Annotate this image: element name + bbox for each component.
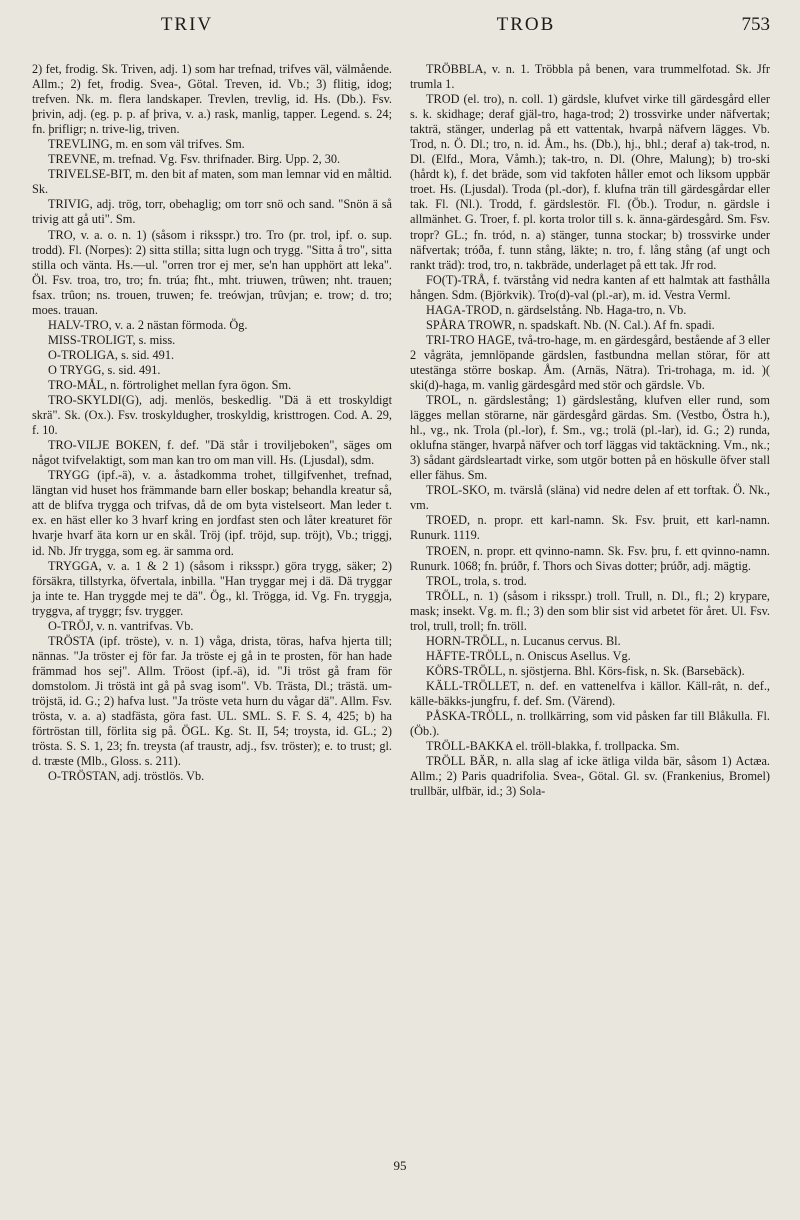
entry-paragraph: TRÖLL BÄR, n. alla slag af icke ätliga vilda bär, såsom 1) Actæa. Allm.; 2) Paris quadrifolia. Svea-, Götal. Gl. sv. (Frankenius, Bromel) trullbär, ulfbär, id.; 3) Sola- xyxy=(410,754,770,799)
entry-paragraph: TREVLING, m. en som väl trifves. Sm. xyxy=(48,137,245,152)
entry-paragraph: TRO-MÅL, n. förtrolighet mellan fyra ögon. Sm. xyxy=(48,377,292,392)
entry-paragraph: O TRYGG, s. sid. 491. xyxy=(48,362,161,377)
entry-paragraph: MISS-TROLIGT, s. miss. xyxy=(48,332,176,347)
entry-paragraph: TRI-TRO HAGE, två-tro-hage, m. en gärdesgård, bestående af 3 eller 2 vågräta, jemnlöpande gärdslen, fastbundna mellan störar, för att utestänga större boskap. Åm. (Arnäs, Nätra). Tri-trohaga, m. id. )( ski(d)-haga, m. vanlig gärdesgård med stör och gärdsle. Vb. xyxy=(410,332,770,392)
entry-paragraph: O-TROLIGA, s. sid. 491. xyxy=(48,347,175,362)
entry-paragraph: TROL, trola, s. trod. xyxy=(426,573,527,588)
header-left-catchword: TRIV xyxy=(160,14,214,35)
signature-mark: 95 xyxy=(393,1158,407,1173)
entry-paragraph: KÖRS-TRÖLL, n. sjöstjerna. Bhl. Körs-fisk, n. Sk. (Barsebäck). xyxy=(426,663,745,678)
entry-paragraph: TRIVIG, adj. trög, torr, obehaglig; om torr snö och sand. "Snön ä så trivig att gå uti". Sm. xyxy=(32,197,392,227)
entry-paragraph: TROL, n. gärdslestång; 1) gärdslestång, klufven eller rund, som lägges mellan störarne, när gärdesgård gärdas. Sm. (Vestbo, Östra h.), hl., vg., nk. Trola (pl.-lor), f. Sm., vg.; trolä (pl.-lar), id. G.; 2) runda, oklufna stänger, hvarpå näfver och torf läggas vid taktäckning. Vm., nk.; 3) sådant gärdsleartadt virke, som utgör botten på en höskulle öfver stall eller fähus. Sm. xyxy=(410,393,770,483)
running-header xyxy=(32,14,770,62)
left-column xyxy=(32,62,392,799)
entry-paragraph: HALV-TRO, v. a. 2 nästan förmoda. Ög. xyxy=(48,317,248,332)
entry-paragraph: HÄFTE-TRÖLL, n. Oniscus Asellus. Vg. xyxy=(426,648,631,663)
entry-paragraph: KÄLL-TRÖLLET, n. def. en vattenelfva i källor. Käll-rât, n. def., källe-bäkks-jungfru, f. def. Sm. (Värend). xyxy=(410,678,770,708)
entry-paragraph: TRO-VILJE BOKEN, f. def. "Dä står i troviljeboken", säges om något tvifvelaktigt, som man kan tro om man vill. Hs. (Ljusdal), sdm. xyxy=(32,438,392,468)
entry-paragraph: TRIVELSE-BIT, m. den bit af maten, som man lemnar vid en måltid. Sk. xyxy=(32,167,392,197)
entry-paragraph: TROL-SKO, m. tvärslå (släna) vid nedre delen af ett torftak. Ö. Nk., vm. xyxy=(410,483,770,513)
entry-paragraph: 2) fet, frodig. Sk. Triven, adj. 1) som har trefnad, trifves väl, välmående. Allm.; 2) fet, frodig. Svea-, Götal. Treven, id. Vb.; 3) flitig, idog; trefven. Nk. m. flera landskaper. Trevlen, trevlig, id. Hs. (Db.). Fsv. þrivin, adj. (eg. p. p. af þriva, v. a.) rask, manlig, tapper. Legend. s. 24; fn. þrifligr; n. trive-lig, triven. xyxy=(32,62,392,137)
entry-paragraph: TROEN, n. propr. ett qvinno-namn. Sk. Fsv. þru, f. ett qvinno-namn. Runurk. 1068; fn. þrúðr, f. Thors och Sivas dotter; þrúðr, adj. mägtig. xyxy=(410,543,770,573)
entry-paragraph: TRYGGA, v. a. 1 & 2 1) (såsom i riksspr.) göra trygg, säker; 2) försäkra, tillstyrka, öfvertala, inbilla. "Han tryggar mej i dä. Dä tryggar ja inte te. Han tryggde mej te dä". Ög., kl. Trögga, id. Vg. Fn. tryggja, tryggva, af tryggr; fsv. trygger. xyxy=(32,558,392,618)
entry-paragraph: O-TRÖJ, v. n. vantrifvas. Vb. xyxy=(48,618,194,633)
header-right-catchword: TROB xyxy=(496,14,556,35)
entry-paragraph: O-TRÖSTAN, adj. tröstlös. Vb. xyxy=(48,769,205,784)
entry-paragraph: FO(T)-TRÅ, f. tvärstång vid nedra kanten af ett halmtak att fasthålla hången. Sdm. (Björkvik). Tro(d)-val (pl.-ar), m. id. Vestra Verml. xyxy=(410,272,770,302)
entry-paragraph: PÅSKA-TRÖLL, n. trollkärring, som vid påsken far till Blåkulla. Fl. (Öb.). xyxy=(410,709,770,739)
entry-paragraph: TRO, v. a. o. n. 1) (såsom i riksspr.) tro. Tro (pr. trol, ipf. o. sup. trodd). Fl. (Norpes): 2) sitta stilla; sitta lugn och trygg. "Sitta å tro", sitta stilla och vänta. Hs.—ul. "orren tror ej mer, se'n han upphört att leka". Öl. Fsv. troa, tro, tro; fn. trúa; fht., mht. triuwen, trûwen; nht. trauen; fsax. trûon; ns. trouen, truwen; fe. treówjan, trûvjan; e. trow; d. tro; moes. trauan. xyxy=(32,227,392,317)
entry-paragraph: TRO-SKYLDI(G), adj. menlös, beskedlig. "Dä ä ett troskyldigt skrä". Sk. (Ox.). Fsv. troskyldugher, troskyldig, kristtrogen. Cod. A. 29, f. 10. xyxy=(32,393,392,438)
page-number: 753 xyxy=(741,14,770,35)
text-columns xyxy=(32,62,770,799)
entry-paragraph: TRÖSTA (ipf. tröste), v. n. 1) våga, drista, töras, hafva hjerta till; nännas. "Ja tröster ej för far. Ja tröste ej gå in te prosten, för han hade främmad hos sej". Allm. Tröost (ipf.-ä), id. "Ji tröst gå fram för domstolom. Ji tröstä int gå på svag isom". Vb. Trästa, Dl.; trästä. um-tröjstä, id. G.; 2) hafva lust. "Ja tröste veta hurn du vågar dä". Allm. Fsv. trösta, v. a. a) stadfästa, göra fast. UL. SML. S. F. S. 4, 425; b) ha förtröstan till, förlita sig på. ÖGL. Kg. St. II, 54; troysta, id. GL.; 2) trösta. S. S. 1, 23; fn. treysta (af traustr, adj., fsv. tröster); e. to trust; gl. d. træste (Mlb., Gloss. s. 211). xyxy=(32,633,392,769)
right-column xyxy=(410,62,770,799)
entry-paragraph: TREVNE, m. trefnad. Vg. Fsv. thrifnader. Birg. Upp. 2, 30. xyxy=(48,152,341,167)
entry-paragraph: TRÖLL, n. 1) (såsom i riksspr.) troll. Trull, n. Dl., fl.; 2) krypare, mask; insekt. Vg. m. fl.; 3) den som blir sist vid arbetet för året. Ul. Fsv. trol, trull, troll; fn. tröll. xyxy=(410,588,770,633)
entry-paragraph: TRÖBBLA, v. n. 1. Tröbbla på benen, vara trummelfotad. Sk. Jfr trumla 1. xyxy=(410,62,770,92)
entry-paragraph: HORN-TRÖLL, n. Lucanus cervus. Bl. xyxy=(426,633,621,648)
entry-paragraph: SPÅRA TROWR, n. spadskaft. Nb. (N. Cal.). Af fn. spadi. xyxy=(426,317,715,332)
entry-paragraph: TROED, n. propr. ett karl-namn. Sk. Fsv. þruit, ett karl-namn. Runurk. 1119. xyxy=(410,513,770,543)
entry-paragraph: TRÖLL-BAKKA el. tröll-blakka, f. trollpacka. Sm. xyxy=(426,739,680,754)
entry-paragraph: TROD (el. tro), n. coll. 1) gärdsle, klufvet virke till gärdesgård eller s. k. skidhage; deraf gjäl-tro, haga-trod; 2) trossvirke under näfvertak; takträ, stänger, underlag på ett vattentak, hvarpå näfvern lägges. Vb. Trod, n. Ö. Dl.; tro, n. id. Åm., hs. (Db.), hj., bhl.; deraf a) tak-trod, n. Dl. (Elfd., Mora, Våmh.); tak-tro, n. Dl. (Ohre, Malung); b) tro-ski (hårdt k), f. det bräde, som vid takfoten håller emot och liksom uppbär troet. Hs. (Ljusdal). Troda (pl.-dor), f. klufna trän till gärdesgårdar eller tak. Fl. (Nl.). Trodd, f. gärdslestör. Fl. (Öb.). Trodur, n. gärdsle i allmänhet. G. Troer, f. pl. korta trolor till s. k. änna-gärdesgård. Sm. Fsv. tropr? GL.; fn. tród, n. a) stänger, tunna stockar; b) trossvirke under näfvertak; tróða, f. tunn stång, läkte; n. tro, f. lång stång (af ungt och rankt träd): trod, tro, n. takbräde, underlaget på ett tak. Jfr rod. xyxy=(410,92,770,272)
entry-paragraph: HAGA-TROD, n. gärdselstång. Nb. Haga-tro, n. Vb. xyxy=(426,302,687,317)
entry-paragraph: TRYGG (ipf.-ä), v. a. åstadkomma trohet, tillgifvenhet, trefnad, längtan vid huset hos främmande barn eller boskap; behandla kreatur så, att de blifva trygga och trifvas, då de om byta vistelseort. Man leder t. ex. en häst eller ko 3 hvarf kring en jordfast sten och låter kreaturet för hvarje hvarf äta korn ur en skål. Tröj (ipf. tröjd, sup. tröjt), Vb.; triggj, id. Nb. Jfr trygga, som eg. är samma ord. xyxy=(32,468,392,558)
